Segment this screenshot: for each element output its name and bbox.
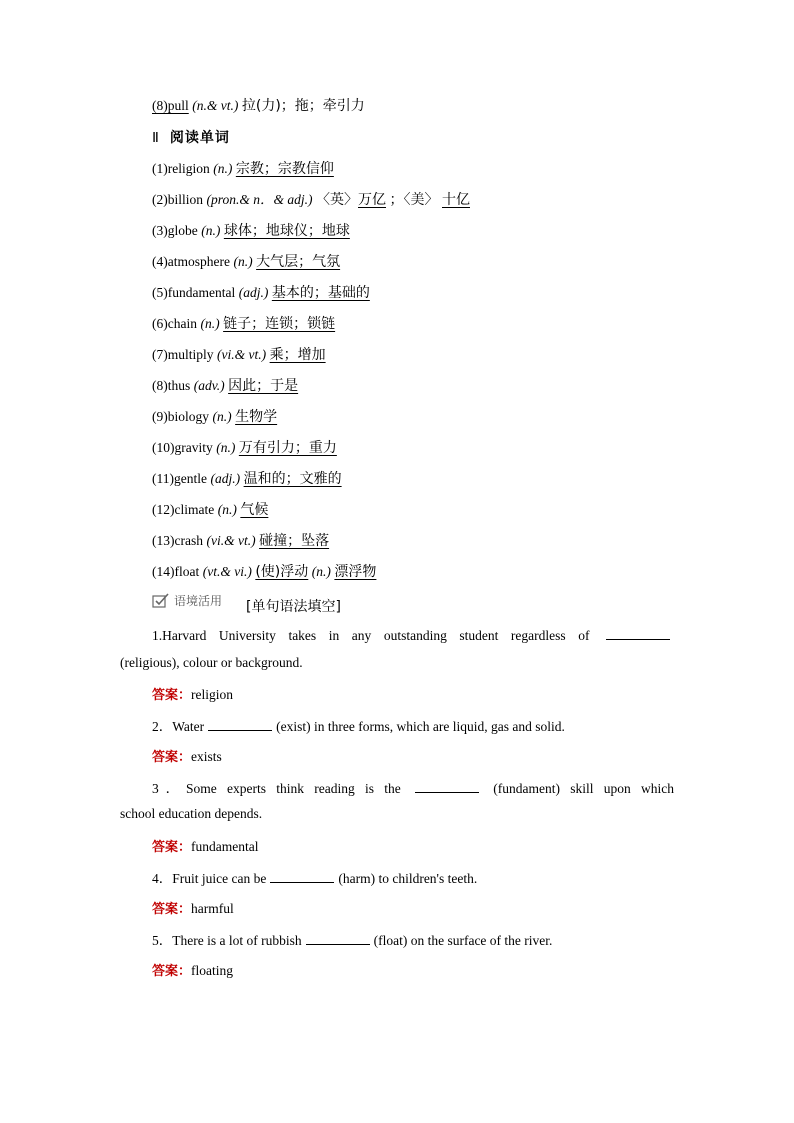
question-5 [152,929,552,949]
answer-blank [208,718,272,731]
checkmark-icon [152,593,170,609]
answer-blank [306,932,370,945]
vocab-meaning: 生物学 [235,409,278,425]
vocab-entry [152,376,298,397]
vocab-entry [152,438,337,459]
vocab-entry [152,500,268,521]
part-of-speech: (adj.) [238,285,269,300]
vocab-meaning-alt: 漂浮物 [334,564,377,580]
answer-value: harmful [191,901,234,916]
question-4 [152,867,477,887]
part-of-speech: (vt.& vi.) [202,564,252,579]
question-text-after: (fundament) skill upon which [493,781,675,796]
question-3 [152,777,674,797]
vocab-entry [152,345,326,366]
question-number: 2． [152,719,173,734]
vocab-term: (9)biology [152,409,209,424]
vocab-entry-pull [152,96,365,117]
question-number: 1. [152,628,163,643]
vocab-entry [152,283,370,304]
answer-1 [152,684,233,703]
part-of-speech: (pron.& n．& adj.) [206,192,313,207]
question-number: 3． [152,781,187,796]
vocab-entry [152,531,329,552]
vocab-term: (14)float [152,564,200,579]
answer-3 [152,836,259,855]
answer-blank [270,870,334,883]
badge-label: 语境活用 [174,594,223,608]
vocab-term: (4)atmosphere [152,254,230,269]
vocab-term: (6)chain [152,316,197,331]
answer-label: 答案： [152,964,192,979]
answer-4 [152,898,234,917]
question-1 [152,627,674,644]
vocab-meaning: (使)浮动 [255,564,309,580]
vocab-meaning: 基本的；基础的 [271,285,370,301]
part-of-speech: (vi.& vt.) [206,533,256,548]
vocab-term: (7)multiply [152,347,214,362]
vocab-term: (3)globe [152,223,198,238]
answer-value: floating [191,963,234,978]
section-title: 阅读单词 [169,130,230,146]
vocab-meaning-alt: 万亿 [358,192,386,208]
vocab-entry [152,407,277,428]
part-of-speech: (adv.) [193,378,225,393]
vocab-entry [152,190,470,211]
vocab-term: (8)pull [152,98,189,113]
section-heading [152,127,230,147]
part-of-speech: (n.) [217,502,237,517]
answer-blank [415,780,479,793]
vocab-entry [152,159,334,180]
vocab-term: (12)climate [152,502,215,517]
context-usage-badge [152,592,222,609]
vocab-meaning: 因此；于是 [228,378,299,394]
question-text: Fruit juice can be [172,871,267,886]
answer-5 [152,960,233,979]
vocab-term: (1)religion [152,161,210,176]
question-text: Some experts think reading is the [186,781,401,796]
question-1-continuation: (religious), colour or background. [120,655,303,670]
answer-label: 答案： [152,902,192,917]
answer-label: 答案： [152,688,192,703]
part-of-speech: (adj.) [210,471,241,486]
vocab-meaning: 拉(力)；拖；牵引力 [241,98,365,114]
vocab-meaning: 球体；地球仪；地球 [223,223,350,239]
question-line [152,627,674,644]
part-of-speech-alt: (n.) [311,564,331,579]
answer-label: 答案： [152,840,192,855]
part-of-speech: (n.& vt.) [192,98,239,113]
exercise-title: [单句语法填空] [246,599,341,615]
question-3-continuation: school education depends. [120,806,263,821]
vocab-entry [152,252,340,273]
vocab-meaning: 万有引力；重力 [238,440,337,456]
answer-value: religion [191,687,234,702]
question-number: 4． [152,871,173,886]
vocab-term: (2)billion [152,192,203,207]
region-label: 〈英〉 [316,192,358,208]
answer-blank [606,627,670,640]
vocab-meaning-alt: 十亿 [442,192,470,208]
region-label: ；〈美〉 [389,192,439,208]
vocab-meaning: 碰撞；坠落 [259,533,330,549]
vocab-term: (13)crash [152,533,203,548]
part-of-speech: (n.) [200,316,220,331]
answer-label: 答案： [152,750,192,765]
vocab-meaning: 链子；连锁；锁链 [223,316,336,332]
answer-2 [152,746,222,765]
vocab-entry [152,221,350,242]
question-text-after: (harm) to children's teeth. [338,871,478,886]
vocab-entry [152,314,335,335]
vocab-meaning: 宗教；宗教信仰 [235,161,334,177]
part-of-speech: (n.) [201,223,221,238]
vocab-meaning: 气候 [240,502,269,518]
question-number: 5． [152,933,173,948]
part-of-speech: (vi.& vt.) [217,347,267,362]
part-of-speech: (n.) [233,254,253,269]
question-text: Harvard University takes in any outstanding student regardless of [162,628,590,643]
answer-value: exists [191,749,222,764]
question-text-after: (exist) in three forms, which are liquid, gas and solid. [276,719,565,734]
question-2 [152,715,565,735]
part-of-speech: (n.) [216,440,236,455]
vocab-entry [152,469,342,490]
question-text: There is a lot of rubbish [172,933,302,948]
vocab-term: (5)fundamental [152,285,236,300]
part-of-speech: (n.) [212,409,232,424]
part-of-speech: (n.) [213,161,233,176]
question-text-after: (float) on the surface of the river. [373,933,553,948]
vocab-meaning: 大气层；气氛 [256,254,341,270]
vocab-term: (11)gentle [152,471,207,486]
vocab-entry [152,562,376,583]
answer-value: fundamental [191,839,259,854]
section-number: Ⅱ [152,131,160,146]
vocab-meaning: 乘；增加 [269,347,326,363]
question-line [152,777,674,797]
vocab-term: (8)thus [152,378,191,393]
question-text: Water [172,719,205,734]
vocab-meaning: 温和的；文雅的 [243,471,342,487]
vocab-term: (10)gravity [152,440,213,455]
